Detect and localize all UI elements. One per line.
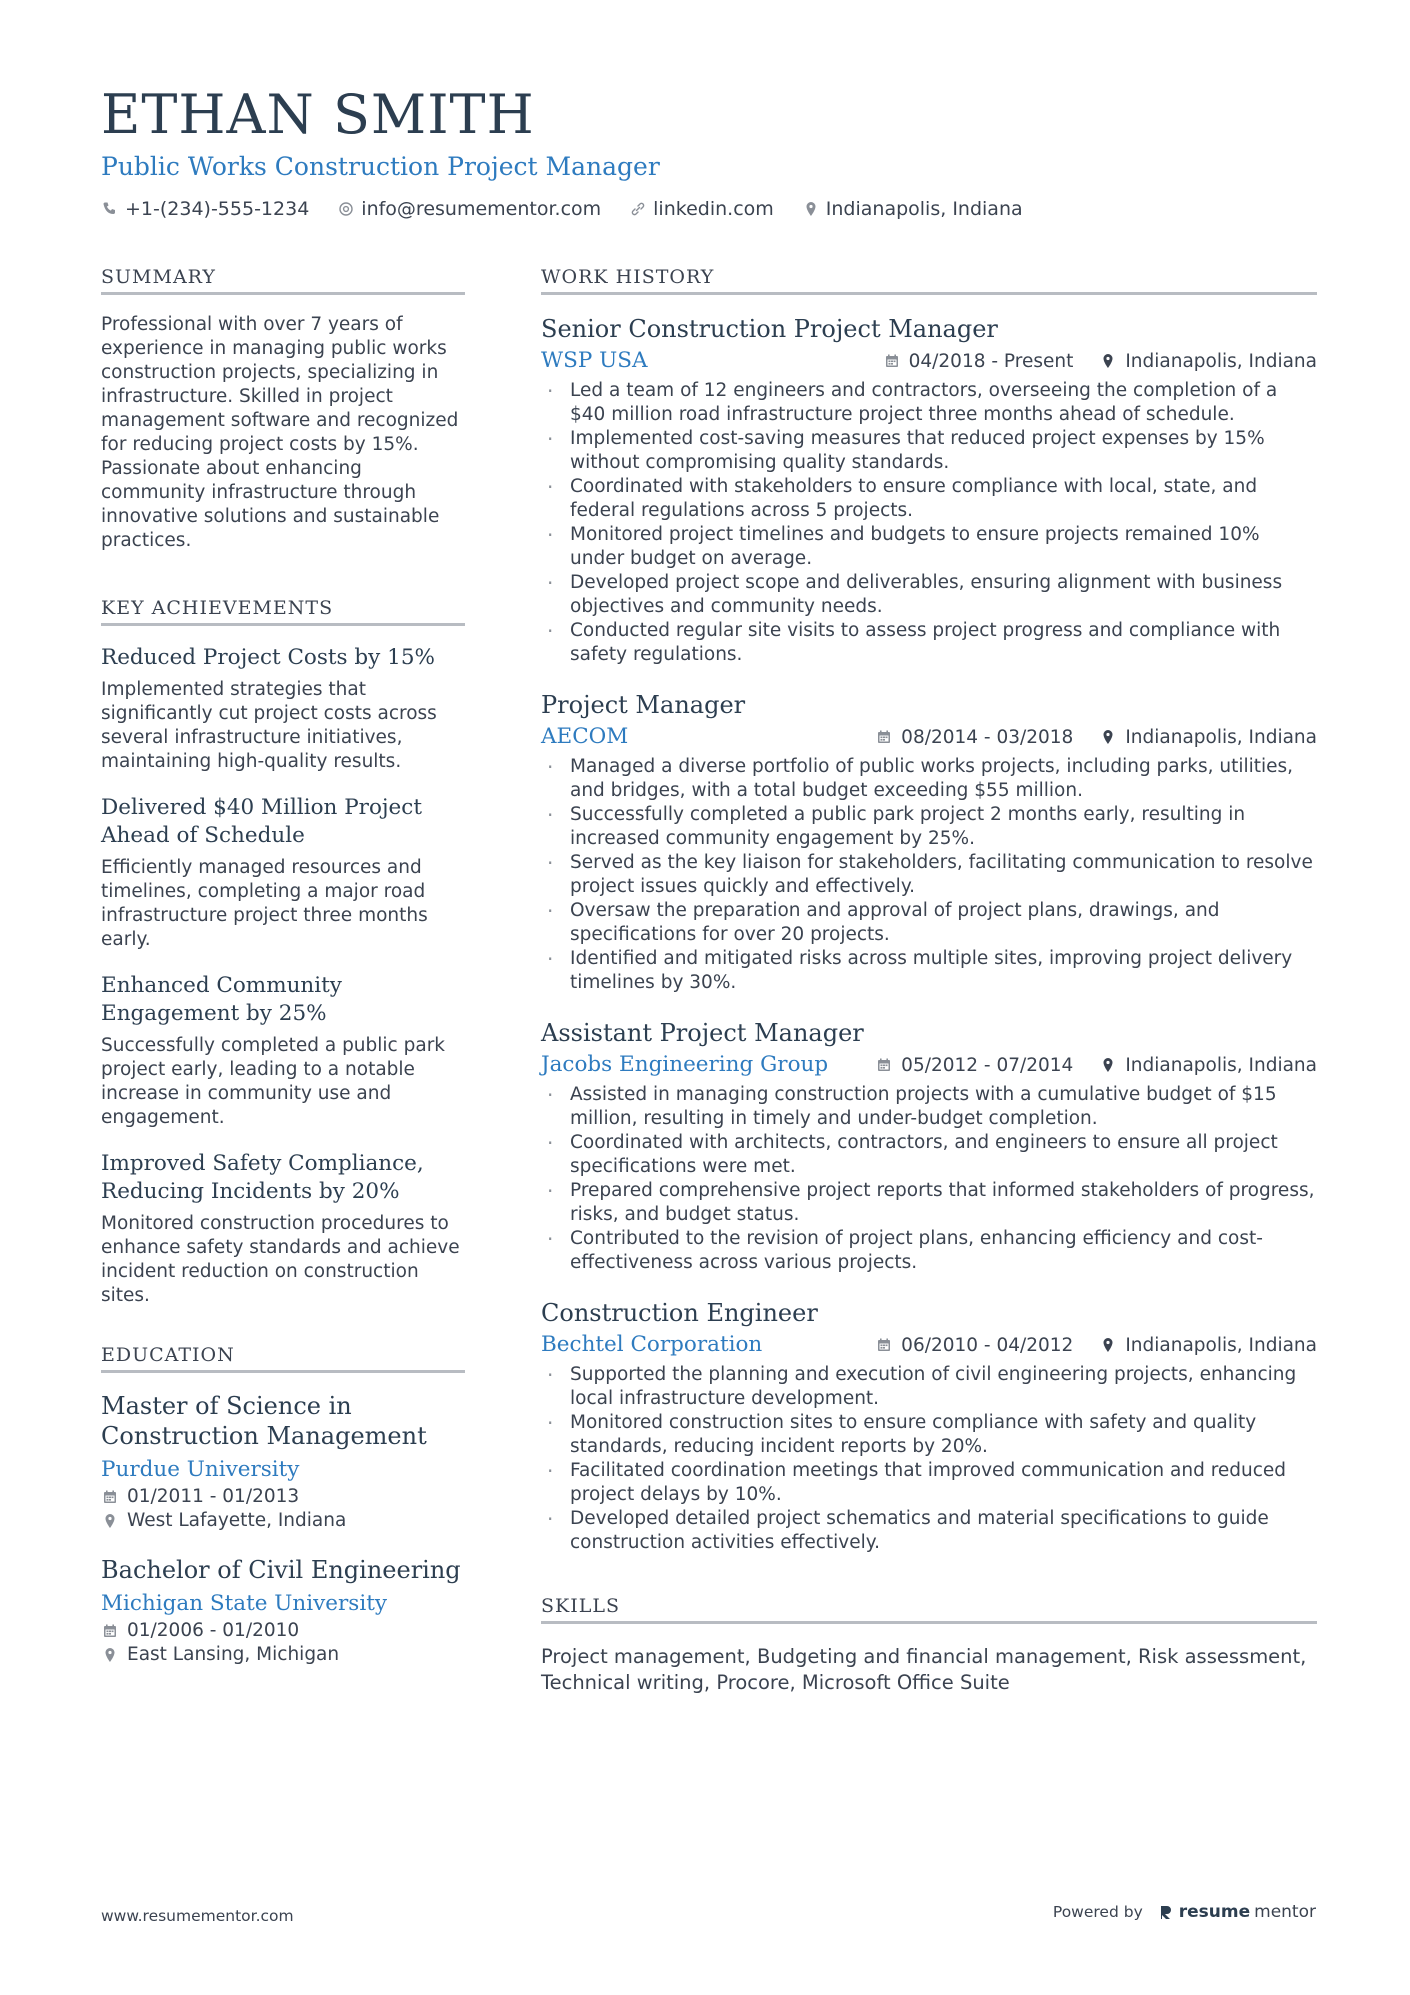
job-location-text: Indianapolis, Indiana bbox=[1125, 350, 1317, 372]
job-bullets bbox=[541, 1363, 1317, 1555]
brand-light: mentor bbox=[1254, 1902, 1316, 1922]
job-bullets bbox=[541, 1083, 1317, 1275]
job-meta bbox=[875, 1055, 1317, 1076]
job-dates-text: 08/2014 - 03/2018 bbox=[901, 726, 1074, 748]
job-entry bbox=[541, 313, 1317, 667]
job-location bbox=[1099, 1055, 1317, 1076]
job-bullet: · Prepared comprehensive project reports that informed stakeholders of progress, risks, and budget status. bbox=[541, 1179, 1317, 1227]
job-bullet: · Led a team of 12 engineers and contractors, overseeing the completion of a $40 million road infrastructure project three months ahead of schedule. bbox=[541, 379, 1317, 427]
education-school: Purdue University bbox=[101, 1457, 300, 1482]
location-pin-icon bbox=[1099, 728, 1117, 746]
job-entry bbox=[541, 1297, 1317, 1555]
job-bullet: · Contributed to the revision of project plans, enhancing efficiency and cost-effectiveness across various projects. bbox=[541, 1227, 1317, 1275]
education-item bbox=[101, 1555, 465, 1667]
education-dates-text: 01/2006 - 01/2010 bbox=[127, 1620, 300, 1641]
education-degree: Bachelor of Civil Engineering bbox=[101, 1556, 461, 1584]
job-entry bbox=[541, 1017, 1317, 1275]
education-school: Michigan State University bbox=[101, 1591, 387, 1616]
contact-phone bbox=[101, 198, 309, 220]
achievement-desc: Implemented strategies that significantly cut project costs across several infrastructure initiatives, maintaining high-quality results. bbox=[101, 679, 437, 772]
job-bullet: · Facilitated coordination meetings that improved communication and reduced project delays by 10%. bbox=[541, 1459, 1317, 1507]
job-bullet: · Developed detailed project schematics and material specifications to guide construction activities effectively. bbox=[541, 1507, 1317, 1555]
summary-text: Professional with over 7 years of experience in managing public works construction projects, specializing in infrastructure. Skilled in project management software and recognized for reducing project costs by 15%. Passionate about enhancing community infrastructure through innovative solutions and sustainable practices. bbox=[101, 314, 459, 551]
education-dates bbox=[101, 1485, 465, 1509]
resume-header bbox=[101, 82, 1321, 220]
left-column bbox=[101, 266, 465, 1689]
job-location bbox=[1099, 1335, 1317, 1356]
job-bullet: · Supported the planning and execution of civil engineering projects, enhancing local infrastructure development. bbox=[541, 1363, 1317, 1411]
link-icon bbox=[629, 200, 647, 218]
at-icon bbox=[337, 200, 355, 218]
job-bullets bbox=[541, 379, 1317, 667]
job-bullet: · Conducted regular site visits to assess project progress and compliance with safety regulations. bbox=[541, 619, 1317, 667]
right-column bbox=[541, 266, 1317, 1696]
skills-section bbox=[541, 1595, 1317, 1696]
job-company: Bechtel Corporation bbox=[541, 1332, 763, 1357]
location-pin-icon bbox=[1099, 1056, 1117, 1074]
contact-linkedin[interactable] bbox=[629, 198, 774, 220]
phone-text: +1-(234)-555-1234 bbox=[125, 198, 310, 220]
contact-row bbox=[101, 198, 1321, 220]
job-company: WSP USA bbox=[541, 348, 648, 373]
phone-icon bbox=[101, 200, 119, 218]
job-dates bbox=[875, 1335, 1073, 1356]
job-meta bbox=[883, 351, 1317, 372]
achievement-desc: Successfully completed a public park project early, leading to a notable increase in community use and engagement. bbox=[101, 1035, 446, 1128]
achievements-heading: KEY ACHIEVEMENTS bbox=[101, 597, 465, 626]
linkedin-text: linkedin.com bbox=[653, 198, 774, 220]
education-dates bbox=[101, 1619, 465, 1643]
footer-website[interactable]: www.resumementor.com bbox=[101, 1907, 294, 1925]
job-meta bbox=[875, 727, 1317, 748]
job-bullets bbox=[541, 755, 1317, 995]
job-dates bbox=[883, 351, 1074, 372]
achievement-desc: Monitored construction procedures to enhance safety standards and achieve incident reduction on construction sites. bbox=[101, 1213, 460, 1306]
job-bullet: · Coordinated with stakeholders to ensure compliance with local, state, and federal regulations across 5 projects. bbox=[541, 475, 1317, 523]
achievement-item bbox=[101, 1150, 465, 1308]
job-bullet: · Monitored project timelines and budgets to ensure projects remained 10% under budget on average. bbox=[541, 523, 1317, 571]
job-meta-row bbox=[541, 347, 1317, 375]
location-pin-icon bbox=[1099, 1336, 1117, 1354]
calendar-icon bbox=[101, 1622, 119, 1640]
education-dates-text: 01/2011 - 01/2013 bbox=[127, 1486, 300, 1507]
job-company: Jacobs Engineering Group bbox=[541, 1052, 829, 1077]
job-location-text: Indianapolis, Indiana bbox=[1125, 1334, 1317, 1356]
calendar-icon bbox=[101, 1488, 119, 1506]
job-bullet: · Identified and mitigated risks across multiple sites, improving project delivery timelines by 30%. bbox=[541, 947, 1317, 995]
calendar-icon bbox=[875, 728, 893, 746]
job-meta-row bbox=[541, 723, 1317, 751]
job-dates bbox=[875, 727, 1073, 748]
candidate-name: ETHAN SMITH bbox=[101, 83, 535, 146]
job-dates bbox=[875, 1055, 1073, 1076]
job-bullet: · Served as the key liaison for stakeholders, facilitating communication to resolve project issues quickly and effectively. bbox=[541, 851, 1317, 899]
job-meta-row bbox=[541, 1331, 1317, 1359]
skills-heading: SKILLS bbox=[541, 1595, 1317, 1624]
education-item bbox=[101, 1391, 465, 1533]
achievement-item bbox=[101, 794, 465, 952]
contact-email[interactable] bbox=[337, 198, 601, 220]
education-location-text: West Lafayette, Indiana bbox=[127, 1510, 347, 1531]
summary-heading: SUMMARY bbox=[101, 266, 465, 295]
calendar-icon bbox=[883, 352, 901, 370]
email-text: info@resumementor.com bbox=[361, 198, 602, 220]
summary-section bbox=[101, 266, 465, 553]
calendar-icon bbox=[875, 1056, 893, 1074]
jobs-list bbox=[541, 313, 1317, 1555]
job-dates-text: 05/2012 - 07/2014 bbox=[901, 1054, 1074, 1076]
job-title: Assistant Project Manager bbox=[541, 1019, 864, 1047]
brand-bold: resume bbox=[1178, 1902, 1251, 1922]
contact-location bbox=[802, 198, 1023, 220]
education-degree: Master of Science in Construction Management bbox=[101, 1392, 427, 1450]
location-text: Indianapolis, Indiana bbox=[825, 198, 1023, 220]
job-company: AECOM bbox=[541, 724, 629, 749]
candidate-title: Public Works Construction Project Manager bbox=[101, 152, 660, 181]
achievement-title: Improved Safety Compliance, Reducing Incidents by 20% bbox=[101, 1151, 424, 1204]
job-dates-text: 06/2010 - 04/2012 bbox=[901, 1334, 1074, 1356]
job-title: Construction Engineer bbox=[541, 1299, 818, 1327]
education-heading: EDUCATION bbox=[101, 1344, 465, 1373]
achievement-item bbox=[101, 972, 465, 1130]
job-title: Senior Construction Project Manager bbox=[541, 315, 998, 343]
calendar-icon bbox=[875, 1336, 893, 1354]
job-meta bbox=[875, 1335, 1317, 1356]
brand-logo[interactable] bbox=[1157, 1902, 1316, 1922]
job-bullet: · Implemented cost-saving measures that reduced project expenses by 15% without compromising quality standards. bbox=[541, 427, 1317, 475]
education-section bbox=[101, 1344, 465, 1667]
job-bullet: · Oversaw the preparation and approval of project plans, drawings, and specifications for over 20 projects. bbox=[541, 899, 1317, 947]
job-bullet: · Successfully completed a public park project 2 months early, resulting in increased community engagement by 25%. bbox=[541, 803, 1317, 851]
work-history-heading: WORK HISTORY bbox=[541, 266, 1317, 295]
skills-text: Project management, Budgeting and financial management, Risk assessment, Technical writing, Procore, Microsoft Office Suite bbox=[541, 1645, 1307, 1694]
job-bullet: · Monitored construction sites to ensure compliance with safety and quality standards, reducing incident reports by 20%. bbox=[541, 1411, 1317, 1459]
job-entry bbox=[541, 689, 1317, 995]
job-location bbox=[1099, 727, 1317, 748]
powered-by-text: Powered by bbox=[1052, 1903, 1143, 1921]
location-pin-icon bbox=[101, 1512, 119, 1530]
resumementor-logo-icon bbox=[1157, 1903, 1175, 1921]
achievement-title: Reduced Project Costs by 15% bbox=[101, 645, 435, 670]
education-location-text: East Lansing, Michigan bbox=[127, 1644, 340, 1665]
job-bullet: · Coordinated with architects, contractors, and engineers to ensure all project specifications were met. bbox=[541, 1131, 1317, 1179]
achievements-section bbox=[101, 597, 465, 1308]
job-location-text: Indianapolis, Indiana bbox=[1125, 726, 1317, 748]
location-pin-icon bbox=[101, 1646, 119, 1664]
job-meta-row bbox=[541, 1051, 1317, 1079]
job-title: Project Manager bbox=[541, 691, 746, 719]
work-history-section bbox=[541, 266, 1317, 1555]
job-bullet: · Developed project scope and deliverables, ensuring alignment with business objectives and community needs. bbox=[541, 571, 1317, 619]
footer-brand bbox=[1053, 1902, 1316, 1922]
achievement-title: Enhanced Community Engagement by 25% bbox=[101, 973, 342, 1026]
job-dates-text: 04/2018 - Present bbox=[908, 350, 1074, 372]
achievement-item bbox=[101, 644, 465, 774]
job-location-text: Indianapolis, Indiana bbox=[1125, 1054, 1317, 1076]
achievement-desc: Efficiently managed resources and timelines, completing a major road infrastructure project three months early. bbox=[101, 857, 428, 950]
achievement-title: Delivered $40 Million Project Ahead of Schedule bbox=[101, 795, 422, 848]
education-location bbox=[101, 1509, 465, 1533]
location-pin-icon bbox=[802, 200, 820, 218]
education-location bbox=[101, 1643, 465, 1667]
job-bullet: · Assisted in managing construction projects with a cumulative budget of $15 million, resulting in timely and under-budget completion. bbox=[541, 1083, 1317, 1131]
location-pin-icon bbox=[1099, 352, 1117, 370]
job-bullet: · Managed a diverse portfolio of public works projects, including parks, utilities, and bridges, with a total budget exceeding $55 million. bbox=[541, 755, 1317, 803]
job-location bbox=[1099, 351, 1317, 372]
